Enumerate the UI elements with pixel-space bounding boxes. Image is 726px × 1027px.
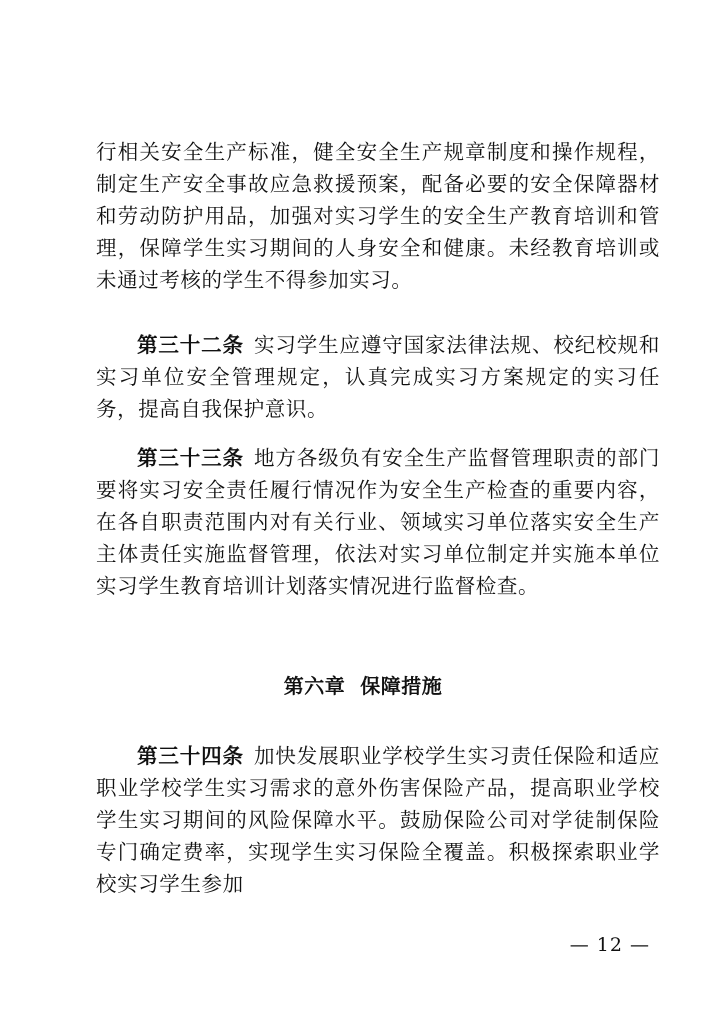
article-34 (96, 740, 660, 900)
article-32 (96, 329, 660, 425)
paragraph-continuation (96, 136, 660, 296)
chapter-heading: 第六章 保障措施 (283, 674, 443, 698)
article-number: 第三十二条 (137, 333, 244, 357)
paragraph-text: 实习学生应遵守国家法律法规、校纪校规和实习单位安全管理规定，认真完成实习方案规定的实习任务，提高自我保护意识。 (96, 333, 660, 421)
article-33 (96, 442, 660, 602)
page-number: — 12 — (569, 934, 650, 956)
article-number: 第三十四条 (137, 744, 244, 768)
paragraph-text: 地方各级负有安全生产监督管理职责的部门要将实习安全责任履行情况作为安全生产检查的重要内容，在各自职责范围内对有关行业、领域实习单位落实安全生产主体责任实施监督管理，依法对实习单位制定并实施本单位实习学生教育培训计划落实情况进行监督检查。 (96, 446, 660, 598)
paragraph-text: 加快发展职业学校学生实习责任保险和适应职业学校学生实习需求的意外伤害保险产品，提高职业学校学生实习期间的风险保障水平。鼓励保险公司对学徒制保险专门确定费率，实现学生实习保险全覆盖。积极探索职业学校实习学生参加 (96, 744, 660, 896)
article-number: 第三十三条 (137, 446, 244, 470)
paragraph-text: 行相关安全生产标准，健全安全生产规章制度和操作规程，制定生产安全事故应急救援预案，配备必要的安全保障器材和劳动防护用品，加强对实习学生的安全生产教育培训和管理，保障学生实习期间的人身安全和健康。未经教育培训或未通过考核的学生不得参加实习。 (96, 140, 660, 292)
